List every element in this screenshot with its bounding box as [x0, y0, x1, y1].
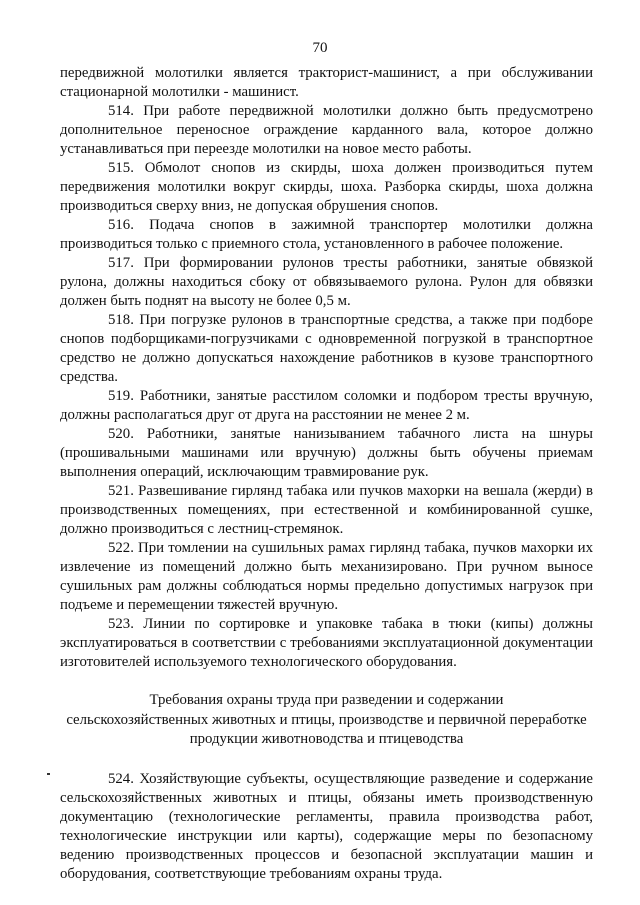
section-heading-line-2: сельскохозяйственных животных и птицы, производстве и первичной переработке: [66, 711, 587, 728]
page-number: 70: [312, 40, 328, 56]
section-heading: [60, 691, 593, 750]
paragraph-523: 523. Линии по сортировке и упаковке табака в тюки (кипы) должны эксплуатироваться в соответствии с требованиями эксплуатационной документации изготовителей используемого технологического оборудования.: [60, 616, 593, 670]
paragraph-515: 515. Обмолот снопов из скирды, шоха должен производиться путем передвижения молотилки вокруг скирды, шоха. Разборка скирды, шоха должна производиться сверху вниз, не допуская обрушения снопов.: [60, 160, 593, 214]
section-heading-line-1: Требования охраны труда при разведении и содержании: [149, 692, 504, 708]
paragraph-522: 522. При томлении на сушильных рамах гирлянд табака, пучков махорки их извлечение из помещений должно быть механизировано. При ручном выносе сушильных рам должны соблюдаться нормы предельно допустимых нагрузок при подъеме и перемещении тяжестей вручную.: [60, 540, 593, 613]
margin-mark: [47, 773, 50, 775]
paragraph-524: 524. Хозяйствующие субъекты, осуществляющие разведение и содержание сельскохозяйственных животных и птицы, обязаны иметь производственную документацию (технологические регламенты, правила производства работ, технологические инструкции или карты), содержащие меры по безопасному ведению производственных процессов и безопасной эксплуатации машин и оборудования, соответствующие требованиям охраны труда.: [60, 770, 593, 882]
paragraph-514: 514. При работе передвижной молотилки должно быть предусмотрено дополнительное переносное ограждение карданного вала, которое должно устанавливаться при переезде молотилки на новое место работы.: [60, 103, 593, 157]
paragraph-517: 517. При формировании рулонов тресты работники, занятые обвязкой рулона, должны находиться сбоку от обвязываемого рулона. Рулон для обвязки должен быть поднят на высоту не более 0,5 м.: [60, 255, 593, 309]
paragraph-continuation: передвижной молотилки является тракторист-машинист, а при обслуживании стационарной молотилки - машинист.: [60, 65, 593, 100]
paragraph-521: 521. Развешивание гирлянд табака или пучков махорки на вешала (жерди) в производственных помещениях, при естественной и комбинированной сушке, должно производиться с лестниц-стремянок.: [60, 483, 593, 537]
paragraph-518: 518. При погрузке рулонов в транспортные средства, а также при подборе снопов подборщиками-погрузчиками с одновременной погрузкой в транспортное средство не должно допускаться нахождение работников в кузове транспортного средства.: [60, 312, 593, 385]
document-body: [60, 64, 593, 884]
paragraph-519: 519. Работники, занятые расстилом соломки и подбором тресты вручную, должны располагаться друг от друга на расстоянии не менее 2 м.: [60, 388, 593, 423]
paragraph-516: 516. Подача снопов в зажимной транспортер молотилки должна производиться только с приемного стола, установленного в рабочее положение.: [60, 217, 593, 252]
section-heading-line-3: продукции животноводства и птицеводства: [189, 731, 464, 747]
paragraph-520: 520. Работники, занятые нанизыванием табачного листа на шнуры (прошивальными машинами или вручную) должны быть обучены приемам выполнения операций, исключающим травмирование рук.: [60, 426, 593, 480]
